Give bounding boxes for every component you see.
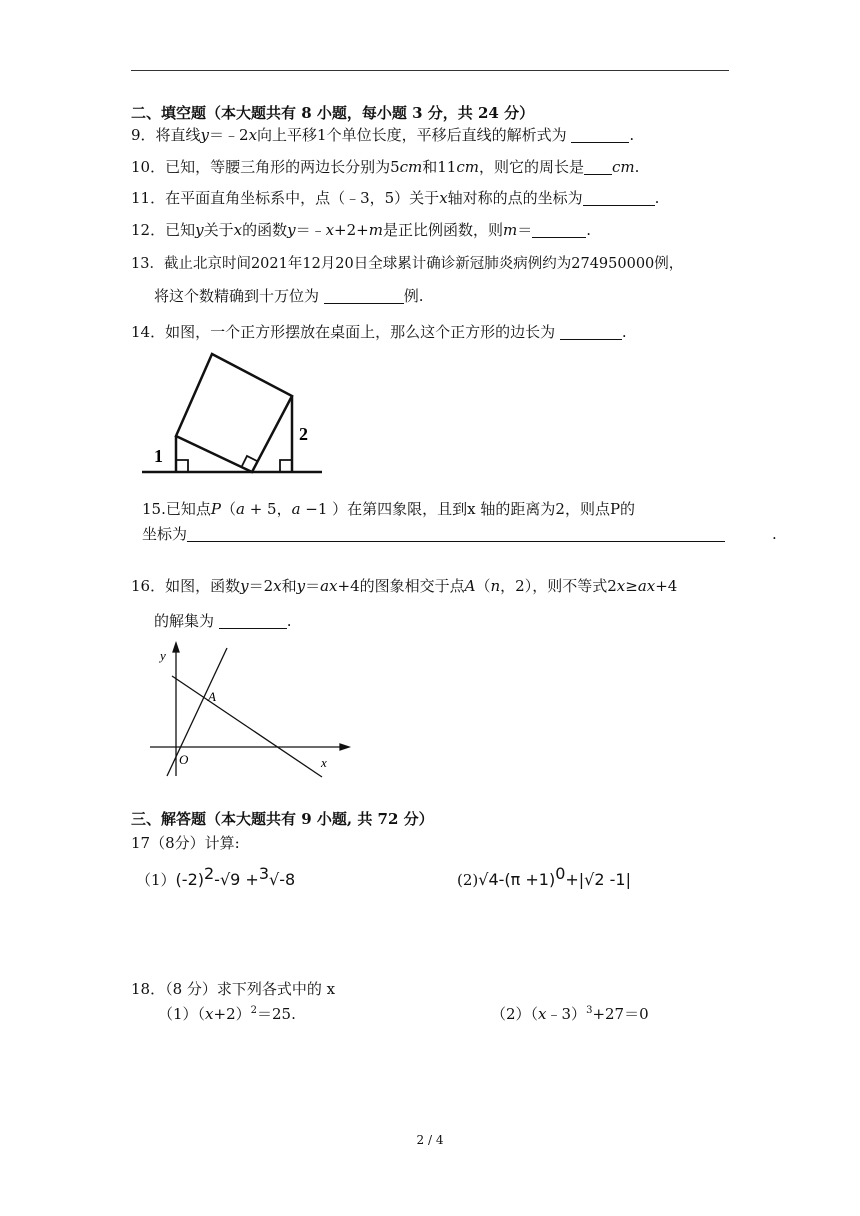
question-17-title: 17（8分）计算: bbox=[131, 834, 240, 852]
line-y-ax-4 bbox=[172, 676, 322, 777]
answer-blank-14[interactable] bbox=[560, 325, 622, 340]
y-axis-arrow bbox=[173, 643, 179, 652]
question-12: 12．已知y关于x的函数y＝﹣x+2+m是正比例函数，则m＝ . bbox=[131, 221, 592, 239]
y-label: y bbox=[160, 648, 166, 663]
page-number: 2 / 4 bbox=[416, 1133, 444, 1147]
question-16-line-2: 的解集为 . bbox=[154, 612, 292, 630]
answer-blank-15[interactable] bbox=[187, 527, 725, 542]
question-15-line-2: 坐标为 bbox=[142, 524, 725, 544]
question-9: 9．将直线y＝﹣2x向上平移1个单位长度，平移后直线的解析式为 . bbox=[131, 126, 635, 144]
question-15-end: . bbox=[772, 525, 777, 543]
answer-blank-12[interactable] bbox=[532, 223, 586, 238]
answer-blank-11[interactable] bbox=[583, 191, 655, 206]
question-15-line-1: 15.已知点P（a + 5，a −1 ）在第四象限，且到x 轴的距离为2，则点P的 bbox=[142, 500, 636, 518]
header-rule bbox=[131, 70, 729, 71]
answer-blank-16[interactable] bbox=[219, 614, 287, 629]
question-18-part-2: （2）（x﹣3）$^3$+27＝0 bbox=[491, 1005, 649, 1023]
origin-label: O bbox=[179, 752, 189, 767]
question-13-line-2: 将这个数精确到十万位为 例. bbox=[154, 287, 424, 305]
section-2-heading: 二、填空题（本大题共有 8 小题，每小题 3 分，共 24 分） bbox=[131, 104, 535, 122]
question-16-line-1: 16．如图，函数y＝2x和y＝ax+4的图象相交于点A（n，2），则不等式2x≥ax+4 bbox=[131, 577, 678, 595]
function-graph bbox=[145, 640, 355, 780]
answer-blank-9[interactable] bbox=[571, 128, 629, 143]
section-3-heading: 三、解答题（本大题共有 9 小题, 共 72 分） bbox=[131, 810, 434, 828]
label-2: 2 bbox=[299, 424, 308, 444]
question-11: 11．在平面直角坐标系中，点（﹣3，5）关于x轴对称的点的坐标为 . bbox=[131, 189, 660, 207]
question-17-part-2: $(2)√4-(\pi +1)^0+|√2$ -1| bbox=[457, 864, 631, 889]
question-14: 14．如图，一个正方形摆放在桌面上，那么这个正方形的边长为 . bbox=[131, 323, 627, 341]
x-label: x bbox=[321, 755, 327, 770]
point-a-label: A bbox=[208, 689, 216, 704]
question-13-line-1: 13．截止北京时间2021年12月20日全球累计确诊新冠肺炎病例约为274950000例， bbox=[131, 256, 684, 272]
label-1: 1 bbox=[154, 446, 163, 466]
x-axis-arrow bbox=[340, 744, 349, 750]
question-18-title: 18．（8 分）求下列各式中的 x bbox=[131, 980, 336, 998]
answer-blank-13[interactable] bbox=[324, 289, 404, 304]
question-18-part-1: $(1)(x+2)^2=25$. bbox=[158, 1005, 296, 1023]
answer-blank-10[interactable] bbox=[584, 160, 612, 175]
question-10: 10．已知，等腰三角形的两边长分别为5cm和11cm，则它的周长是 cm. bbox=[131, 158, 640, 176]
tilted-square bbox=[176, 354, 292, 472]
square-on-table-figure bbox=[140, 350, 330, 480]
question-17-part-1: $(1)(-2)^2-√9 +^3√-8$ bbox=[136, 864, 296, 889]
